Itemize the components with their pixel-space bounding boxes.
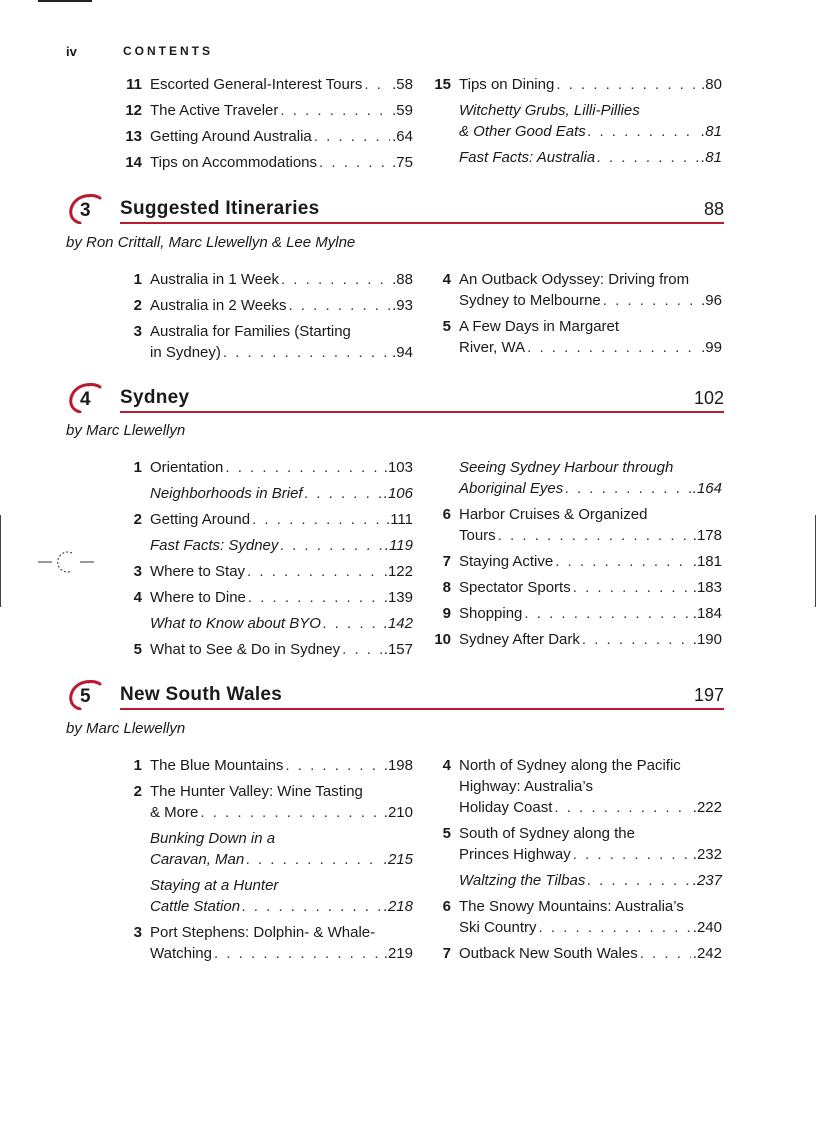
dot-leader [498, 525, 691, 546]
dot-leader [342, 639, 382, 660]
entry-title-line [459, 525, 722, 546]
entry-number: 5 [442, 318, 451, 335]
entry-title: Waltzing the Tilbas [459, 872, 586, 889]
entry-title: & More [150, 804, 199, 821]
entry-page: .215 [383, 851, 413, 868]
entry-page: .218 [383, 898, 413, 915]
chapter-number-badge [66, 680, 106, 710]
chapter-title: Sydney [120, 387, 190, 408]
dot-leader [554, 797, 690, 818]
entry-title: Escorted General-Interest Tours [150, 76, 363, 93]
entry-title-line [150, 561, 413, 582]
entry-title-text: Harbor Cruises & Organized [459, 506, 648, 523]
entry-number: 14 [125, 154, 142, 171]
dot-leader [242, 896, 382, 917]
entry-page: .103 [383, 459, 413, 476]
entry-page: .183 [692, 579, 722, 596]
entry-page: .178 [692, 527, 722, 544]
chapter-rule [120, 708, 724, 710]
entry-page: .181 [692, 553, 722, 570]
entry-title-line [150, 922, 413, 943]
entry-page: .190 [692, 631, 722, 648]
dot-leader [556, 74, 699, 95]
entry-title: Australia in 2 Weeks [150, 297, 287, 314]
entry-title-line [459, 121, 722, 142]
entry-number: 6 [442, 898, 451, 915]
dot-leader [247, 561, 382, 582]
entry-title-text: Port Stephens: Dolphin- & Whale- [150, 924, 376, 941]
entry-page: .184 [692, 605, 722, 622]
entry-number: 2 [133, 511, 142, 528]
entry-title-line [150, 74, 413, 95]
entry-number: 2 [133, 297, 142, 314]
entry-number: 3 [133, 323, 142, 340]
entry-title-line [150, 342, 413, 363]
page-number: iv [66, 44, 77, 59]
entry-page: .198 [383, 757, 413, 774]
dot-leader [565, 478, 691, 499]
entry-page: .242 [692, 945, 722, 962]
entry-title-line [150, 509, 413, 530]
entry-title-line [150, 321, 413, 342]
dot-leader [214, 943, 382, 964]
top-rule [38, 0, 92, 2]
dot-leader [200, 802, 381, 823]
entry-title-line [150, 755, 413, 776]
entry-title-line [150, 828, 413, 849]
entry-number: 4 [442, 271, 451, 288]
chapter-title: New South Wales [120, 684, 283, 705]
dot-leader [603, 290, 699, 311]
entry-page: .237 [692, 872, 722, 889]
entry-title-line [150, 126, 413, 147]
chapter-page: 197 [693, 685, 724, 705]
dot-leader [305, 483, 382, 504]
entry-title-line [459, 943, 722, 964]
entry-title-line [459, 823, 722, 844]
chapter-heading[interactable] [66, 678, 724, 710]
entry-number: 8 [442, 579, 451, 596]
dot-leader [524, 603, 690, 624]
entry-page: .58 [392, 76, 413, 93]
entry-title-line [459, 797, 722, 818]
entry-title-line [459, 147, 722, 168]
entry-title: Tips on Accommodations [150, 154, 318, 171]
chapter-page: 102 [693, 388, 724, 408]
entry-title-line [459, 478, 722, 499]
entry-title: Sydney After Dark [459, 631, 580, 648]
entry-title: Shopping [459, 605, 523, 622]
entry-page: .240 [692, 919, 722, 936]
entry-title: Sydney to Melbourne [459, 292, 601, 309]
chapter-number: 4 [80, 389, 91, 410]
chapter-number: 5 [80, 686, 91, 707]
entry-title-line [150, 613, 413, 634]
entry-number: 1 [133, 459, 142, 476]
entry-number: 10 [434, 631, 451, 648]
entry-page: .59 [392, 102, 413, 119]
dot-leader [555, 551, 691, 572]
entry-title-line [459, 551, 722, 572]
entry-title-line [459, 457, 722, 478]
entry-number: 4 [133, 589, 142, 606]
entry-number: 4 [442, 757, 451, 774]
entry-title: & Other Good Eats [459, 123, 586, 140]
entry-title-text: Staying at a Hunter [150, 877, 279, 894]
entry-title-text: The Snowy Mountains: Australia’s [459, 898, 684, 915]
entry-page: .219 [383, 945, 413, 962]
dot-leader [288, 295, 390, 316]
entry-number: 9 [442, 605, 451, 622]
crop-mark-left [0, 515, 1, 607]
entry-title-line [150, 269, 413, 290]
entry-title-line [150, 100, 413, 121]
entry-title-text: Seeing Sydney Harbour through [459, 459, 674, 476]
entry-title-line [459, 74, 722, 95]
entry-title-line [459, 917, 722, 938]
entry-title: Neighborhoods in Brief [150, 485, 303, 502]
entry-title-text: The Hunter Valley: Wine Tasting [150, 783, 363, 800]
entry-title-line [459, 755, 722, 776]
entry-number: 5 [442, 825, 451, 842]
dot-leader [597, 147, 699, 168]
entry-title: Watching [150, 945, 212, 962]
entry-page: .64 [392, 128, 413, 145]
entry-title: Tours [459, 527, 496, 544]
entry-title-line [459, 603, 722, 624]
registration-mark [38, 546, 94, 576]
entry-title-line [150, 943, 413, 964]
entry-title-text: Highway: Australia’s [459, 778, 593, 795]
dot-leader [582, 629, 691, 650]
entry-title-line [150, 535, 413, 556]
entry-title-line [459, 337, 722, 358]
entry-title: Australia in 1 Week [150, 271, 279, 288]
chapter-byline: by Ron Crittall, Marc Llewellyn & Lee Mylne [66, 234, 356, 251]
running-head: CONTENTS [123, 44, 213, 58]
dot-leader [319, 152, 390, 173]
entry-title-text: Australia for Families (Starting [150, 323, 351, 340]
entry-title-text: A Few Days in Margaret [459, 318, 620, 335]
entry-number: 2 [133, 783, 142, 800]
chapter-page: 88 [703, 199, 724, 219]
entry-title: Holiday Coast [459, 799, 553, 816]
entry-title-line [150, 483, 413, 504]
entry-title: Outback New South Wales [459, 945, 638, 962]
entry-title-line [150, 781, 413, 802]
dot-leader [527, 337, 699, 358]
entry-number: 7 [442, 553, 451, 570]
entry-page: .232 [692, 846, 722, 863]
entry-title-line [150, 875, 413, 896]
entry-title-line [459, 870, 722, 891]
chapter-rule [120, 411, 724, 413]
entry-title-line [459, 269, 722, 290]
entry-page: .81 [701, 123, 722, 140]
chapter-title: Suggested Itineraries [120, 198, 320, 219]
dot-leader [539, 917, 691, 938]
dot-leader [248, 587, 382, 608]
entry-number: 13 [125, 128, 142, 145]
entry-title: River, WA [459, 339, 526, 356]
entry-title-line [459, 290, 722, 311]
chapter-rule [120, 222, 724, 224]
entry-title: The Active Traveler [150, 102, 279, 119]
entry-number: 3 [133, 563, 142, 580]
entry-title: What to Know about BYO [150, 615, 321, 632]
entry-title-line [150, 849, 413, 870]
chapter-heading[interactable] [66, 192, 724, 224]
dot-leader [280, 535, 383, 556]
entry-title: Staying Active [459, 553, 554, 570]
entry-title-line [150, 802, 413, 823]
entry-title: Fast Facts: Sydney [150, 537, 279, 554]
dot-leader [225, 457, 381, 478]
entry-title: Orientation [150, 459, 224, 476]
entry-page: .106 [383, 485, 413, 502]
entry-title-line [150, 587, 413, 608]
entry-page: .122 [383, 563, 413, 580]
chapter-byline: by Marc Llewellyn [66, 422, 186, 439]
entry-number: 15 [434, 76, 451, 93]
entry-number: 1 [133, 271, 142, 288]
entry-title-line [459, 100, 722, 121]
chapter-number-badge [66, 194, 106, 224]
dot-leader [364, 74, 390, 95]
entry-title-line [459, 504, 722, 525]
dot-leader [314, 126, 390, 147]
entry-number: 11 [126, 76, 142, 93]
entry-title: Getting Around [150, 511, 251, 528]
entry-title: Cattle Station [150, 898, 241, 915]
dot-leader [573, 844, 691, 865]
entry-title: Getting Around Australia [150, 128, 312, 145]
dot-leader [252, 509, 384, 530]
entry-title: Spectator Sports [459, 579, 571, 596]
dot-leader [323, 613, 382, 634]
entry-page: .139 [383, 589, 413, 606]
entry-title-line [459, 844, 722, 865]
entry-title-text: Bunking Down in a [150, 830, 276, 847]
entry-title-line [150, 295, 413, 316]
entry-page: .157 [383, 641, 413, 658]
entry-title: Ski Country [459, 919, 537, 936]
entry-title-line [459, 629, 722, 650]
entry-page: .142 [383, 615, 413, 632]
dot-leader [280, 100, 390, 121]
entry-number: 1 [133, 757, 142, 774]
entry-page: .75 [392, 154, 413, 171]
entry-title: Aboriginal Eyes [459, 480, 564, 497]
chapter-byline: by Marc Llewellyn [66, 720, 186, 737]
entry-title: The Blue Mountains [150, 757, 284, 774]
dot-leader [285, 755, 381, 776]
dot-leader [640, 943, 691, 964]
entry-title: Tips on Dining [459, 76, 555, 93]
dot-leader [573, 577, 691, 598]
dot-leader [281, 269, 390, 290]
entry-title-line [150, 457, 413, 478]
entry-page: .81 [701, 149, 722, 166]
entry-title: Caravan, Man [150, 851, 245, 868]
entry-page: .222 [692, 799, 722, 816]
chapter-heading[interactable] [66, 381, 724, 413]
entry-page: .164 [692, 480, 722, 497]
entry-page: .93 [392, 297, 413, 314]
entry-title-text: An Outback Odyssey: Driving from [459, 271, 690, 288]
entry-title-text: Witchetty Grubs, Lilli-Pillies [459, 102, 640, 119]
entry-page: .96 [701, 292, 722, 309]
entry-number: 6 [442, 506, 451, 523]
entry-title-line [459, 316, 722, 337]
dot-leader [587, 870, 690, 891]
entry-page: .88 [392, 271, 413, 288]
entry-title-text: North of Sydney along the Pacific [459, 757, 681, 774]
dot-leader [223, 342, 390, 363]
entry-page: .210 [383, 804, 413, 821]
entry-number: 3 [133, 924, 142, 941]
entry-title-line [150, 896, 413, 917]
entry-title: in Sydney) [150, 344, 221, 361]
entry-title-line [459, 577, 722, 598]
entry-page: .119 [384, 537, 413, 554]
entry-number: 5 [133, 641, 142, 658]
entry-title-line [459, 896, 722, 917]
entry-title: What to See & Do in Sydney [150, 641, 341, 658]
entry-title-line [459, 776, 722, 797]
entry-title-line [150, 639, 413, 660]
entry-number: 7 [442, 945, 451, 962]
chapter-number-badge [66, 383, 106, 413]
entry-title: Where to Stay [150, 563, 246, 580]
entry-page: .94 [392, 344, 413, 361]
dot-leader [588, 121, 699, 142]
entry-title-text: South of Sydney along the [459, 825, 635, 842]
entry-title: Fast Facts: Australia [459, 149, 596, 166]
entry-page: .80 [701, 76, 722, 93]
dot-leader [246, 849, 382, 870]
entry-title-line [150, 152, 413, 173]
entry-title: Princes Highway [459, 846, 571, 863]
entry-number: 12 [125, 102, 142, 119]
entry-title: Where to Dine [150, 589, 246, 606]
chapter-number: 3 [80, 200, 91, 221]
entry-page: .99 [701, 339, 722, 356]
entry-page: .111 [386, 511, 413, 528]
